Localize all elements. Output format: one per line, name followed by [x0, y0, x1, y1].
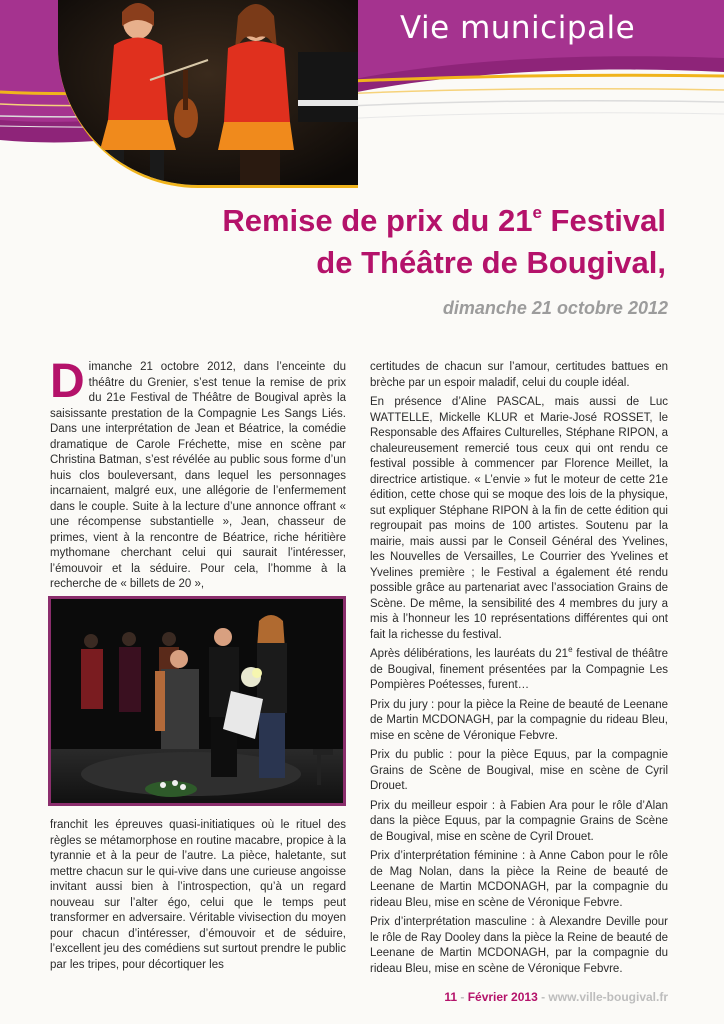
right-paragraph-2: En présence d’Aline PASCAL, mais aussi de Luc WATTELLE, Mickelle KLUR et Marie-José ROSSET, le Responsable des Affaires Culturelles, Stéphane RIPON, a chaleureusement remercié tous ceux qui ont rendu ce festival possible à commencer par Florence Meillet, la directrice artistique. « L’envie » fut le moteur de cette 21e édition, cette chose qui se moque des lois de la physique, sut expliquer Stéphane RIPON à la fin de cette édition qui regroupait pas moins de 100 artistes. Soutenu par la mairie, mais aussi par le Conseil Général des Yvelines, les Nouvelles de Versailles, Le Courrier des Yvelines et Yvelines première ; le Festival a également été rendu possible grâce au partenariat avec l’association Grains de Scène. De même, la sensibilité des 4 membres du jury a mis à l’honneur les 10 représentations différentes qui ont fait la richesse du festival.	[370, 396, 668, 641]
right-paragraph-3	[370, 647, 668, 694]
title-superscript: e	[532, 203, 542, 222]
issue-date: Février 2013	[467, 990, 538, 1004]
prize-public: Prix du public : pour la pièce Equus, par la compagnie Grains de Scène de Bougival, mise en scène de Cyril Drouet.	[370, 749, 668, 792]
page-number: 11	[444, 990, 458, 1004]
right-paragraph-1: certitudes de chacun sur l’amour, certitudes battues en brèche par un espoir maladif, celui du couple idéal.	[370, 361, 668, 389]
right-paragraph-3-part-b: festival de théâtre de Bougival, finement présentées par la Compagnie Les Pompières Poétesses, furent…	[370, 648, 668, 691]
prize-best-hope: Prix du meilleur espoir : à Fabien Ara pour le rôle d’Alan dans la pièce Equus, par la compagnie Grains de Scène de Bougival, mise en scène de Cyril Drouet.	[370, 799, 668, 843]
right-paragraph-3-superscript: e	[568, 645, 573, 655]
website-link[interactable]: www.ville-bougival.fr	[548, 990, 668, 1004]
prize-female-performance: Prix d’interprétation féminine : à Anne Cabon pour le rôle de Mag Nolan, dans la pièce la Reine de beauté de Leenane de Martin MCDONAGH, par la compagnie du rideau Bleu, mise en scène de Véronique Febvre.	[370, 850, 668, 909]
left-paragraph-1	[50, 355, 346, 593]
prize-jury: Prix du jury : pour la pièce la Reine de beauté de Leenane de Martin MCDONAGH, par la compagnie du rideau Bleu, mise en scène de Véronique Febvre.	[370, 698, 668, 742]
left-paragraph-1-text: imanche 21 octobre 2012, dans l’enceinte du théâtre du Grenier, s’est tenue la remise de prix du 21e Festival de Théâtre de Bougival après la saisissante prestation de la Compagnie Les Sangs Liés. Dans une interprétation de Jean et Béatrice, la comédie dramatique de Carole Fréchette, mise en scène par Christina Batman, s’est révélée au public sous forme d’un huis clos bouleversant, dans lequel les personnages incarnaient, malgré eux, une allégorie de l’enfermement dans le couple. Suite à la lecture d’une annonce offrant « une récompense substantielle », Jean, chasseur de primes, vient à la rencontre de Béatrice, riche héritière mythomane cherchant celui qui saurait l’intéresser, l’émouvoir et la séduire. Pour cela, l’homme à la recherche de « billets de 20 »,	[50, 361, 346, 590]
right-paragraph-3-part-a: Après délibérations, les lauréats du 21	[370, 648, 569, 660]
right-column	[370, 360, 668, 981]
title-line-1-part-b: Festival	[541, 203, 666, 238]
article-title	[106, 200, 666, 284]
title-line-1	[106, 200, 666, 242]
left-column-bottom	[50, 818, 346, 977]
title-line-2: de Théâtre de Bougival,	[316, 245, 666, 280]
footer-separator-1: -	[457, 990, 468, 1004]
prize-male-performance: Prix d’interprétation masculine : à Alexandre Deville pour le rôle de Ray Dooley dans la pièce la Reine de beauté de Leenane de Martin MCDONAGH, par la compagnie du rideau Bleu, mise en scène de Véronique Febvre.	[370, 916, 668, 975]
page-footer	[444, 990, 668, 1004]
article-date: dimanche 21 octobre 2012	[442, 298, 668, 318]
drop-cap: D	[50, 355, 85, 408]
award-ceremony-photo	[48, 596, 346, 806]
footer-separator-2: -	[537, 990, 549, 1004]
section-title: Vie municipale	[400, 10, 636, 46]
ceremony-illustration	[51, 599, 343, 803]
left-paragraph-2: franchit les épreuves quasi-initiatiques où le rituel des règles se métamorphose en routine macabre, propice à la tyrannie et à la peur de l’autre. La pièce, haletante, sut mettre chacun sur le qui-vive dans une curieuse angoisse invitant aussi bien à l’introspection, qu’à un regard nouveau sur l’alter égo, celui que le temps peut transformer en adversaire. Véritable vivisection du moyen pour chacun d’intéresser, d’émouvoir et de séduire, l’excellent jeu des comédiens sut surtout prendre le public par les tripes, pour décortiquer les	[50, 819, 346, 971]
left-column-top	[50, 355, 346, 597]
title-line-1-part-a: Remise de prix du 21	[222, 203, 533, 238]
